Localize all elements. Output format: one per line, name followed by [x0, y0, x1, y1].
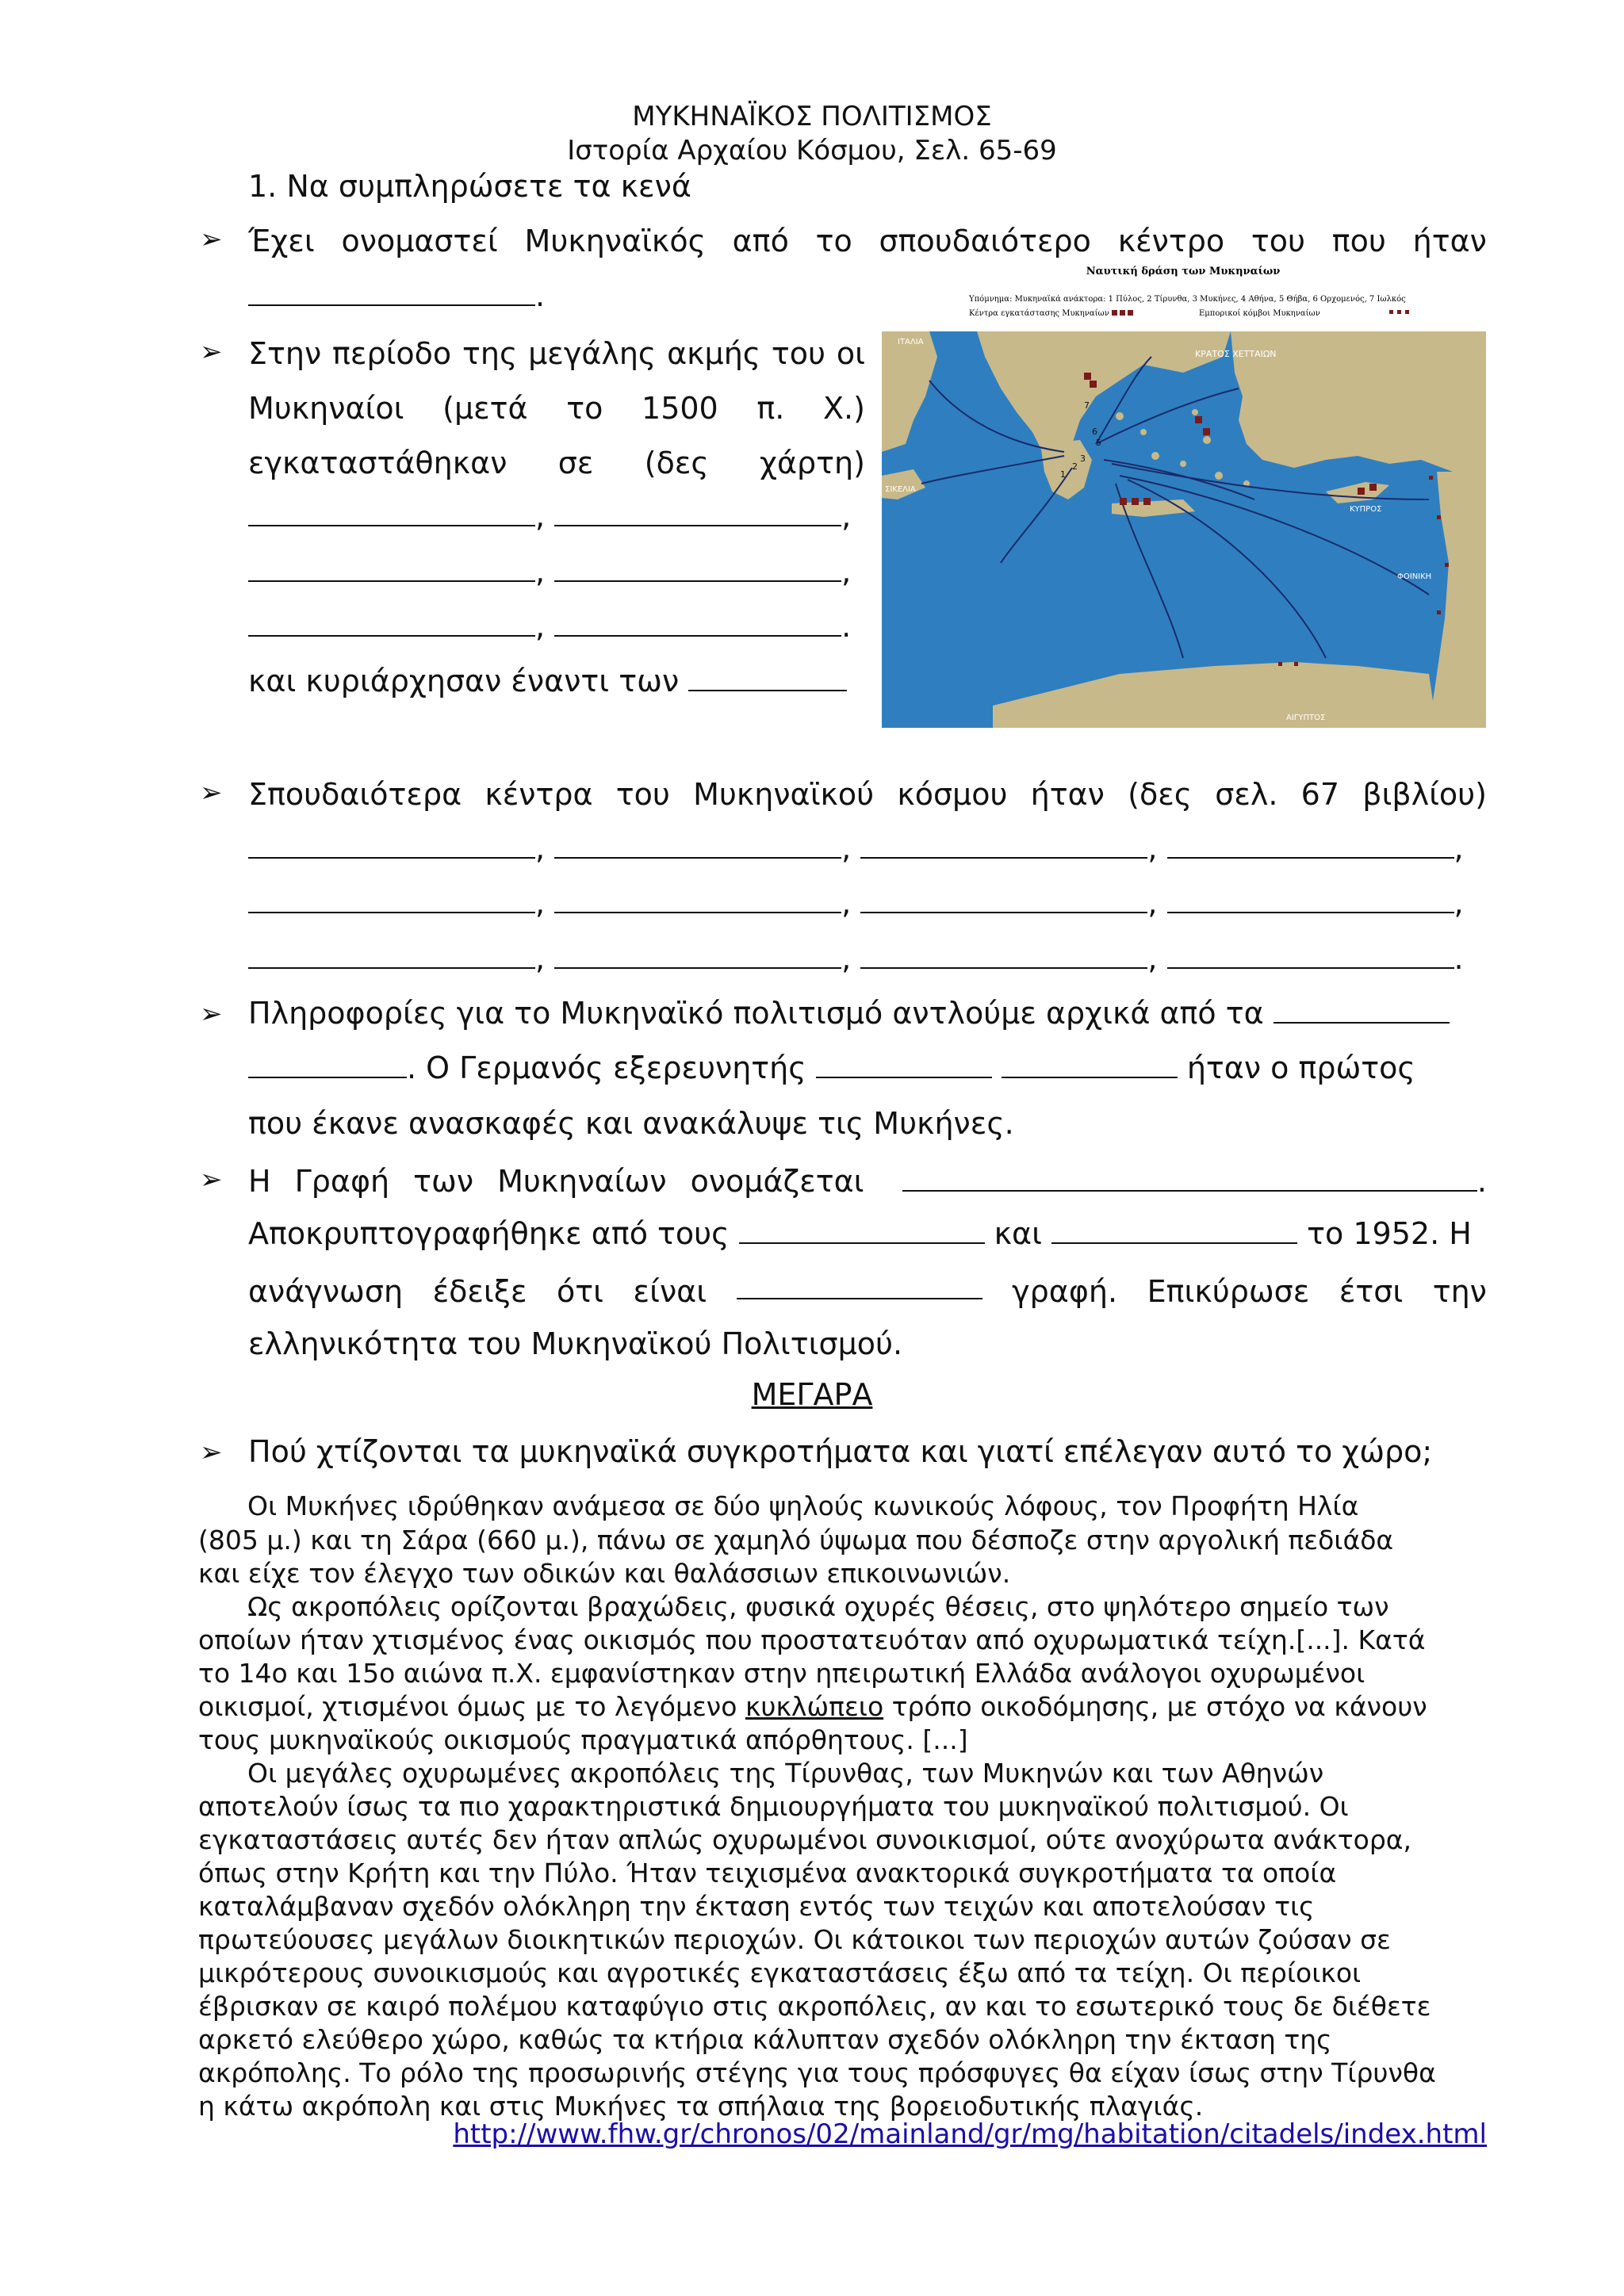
map-legend-line2-a: Κέντρα εγκατάστασης Μυκηναίων: [969, 309, 1109, 318]
item-b-last-blank[interactable]: [688, 666, 847, 691]
bullet-arrow-icon: ➢: [200, 777, 223, 809]
svg-text:5: 5: [1096, 438, 1101, 448]
map-legend-line1: Υπόμνημα: Μυκηναϊκά ανάκτορα: 1 Πύλος, 2 Τίρυνθα, 3 Μυκήνες, 4 Αθήνα, 5 Θήβα, 6 Ορχομενός, 7 Ιωλκός: [969, 295, 1406, 304]
source-link[interactable]: http://www.fhw.gr/chronos/02/mainland/gr/mg/habitation/citadels/index.html: [453, 2118, 1487, 2150]
reading-p2-l4: οικισμοί, χτισμένοι όμως με το λεγόμενο κυκλώπειο τρόπο οικοδόμησης, με στόχο να κάνουν: [198, 1691, 1427, 1722]
item-b-line2: Μυκηναίοι (μετά το 1500 π. Χ.): [248, 391, 865, 426]
item-d-line2: . Ο Γερμανός εξερευνητής ήταν ο πρώτος: [248, 1053, 1326, 1083]
map-label-hittite: ΚΡΑΤΟΣ ΧΕΤΤΑΙΩΝ: [1195, 349, 1277, 359]
question-text: Πού χτίζονται τα μυκηναϊκά συγκροτήματα και γιατί επέλεγαν αυτό το χώρο;: [248, 1434, 1433, 1469]
map-title: Ναυτική δράση των Μυκηναίων: [1086, 266, 1281, 277]
document-title: ΜΥΚΗΝΑΪΚΟΣ ΠΟΛΙΤΙΣΜΟΣ: [632, 101, 992, 132]
item-a-blank[interactable]: .: [248, 281, 545, 311]
svg-text:2: 2: [1072, 461, 1078, 472]
reading-p1-l1: Οι Μυκήνες ιδρύθηκαν ανάμεσα σε δύο ψηλούς κωνικούς λόφους, τον Προφήτη Ηλία: [247, 1490, 1359, 1521]
bullet-arrow-icon: ➢: [200, 336, 223, 368]
svg-text:6: 6: [1092, 427, 1097, 437]
cyclopean-link[interactable]: κυκλώπειο: [745, 1691, 884, 1722]
reading-p3-l10: ακρόπολης. Το ρόλο της προσωρινής στέγης για τους πρόσφυγες θα είχαν ίσως στην Τίρυνθα: [198, 2057, 1436, 2088]
item-e-line2: Αποκρυπτογραφήθηκε από τους και το 1952. Η: [248, 1216, 1472, 1251]
item-c-blanks-row3[interactable]: , , , .: [248, 943, 1464, 974]
reading-p3-l6: πρωτεύουσες μεγάλων διοικητικών περιοχών. Οι κάτοικοι των περιοχών αυτών ζούσαν σε: [198, 1924, 1391, 1955]
mycenaean-naval-map: [882, 262, 1486, 728]
bullet-arrow-icon: ➢: [200, 998, 223, 1030]
item-e-line4: ελληνικότητα του Μυκηναϊκού Πολιτισμού.: [248, 1326, 903, 1361]
task-heading: 1. Να συμπληρώσετε τα κενά: [248, 169, 691, 204]
bullet-arrow-icon: ➢: [200, 224, 223, 255]
reading-p3-l5: καταλάμβαναν σχεδόν ολόκληρη την έκταση εντός των τειχών και αποτελούσαν τις: [198, 1891, 1315, 1922]
reading-p3-l4: όπως στην Κρήτη και την Πύλο. Ήταν τειχισμένα ανακτορικά συγκροτήματα τα οποία: [198, 1858, 1337, 1888]
document-subtitle: Ιστορία Αρχαίου Κόσμου, Σελ. 65-69: [567, 135, 1057, 166]
map-label-phoenicia: ΦΟΙΝΙΚΗ: [1397, 572, 1432, 581]
item-a-line1: Έχει ονομαστεί Μυκηναϊκός από το σπουδαιότερο κέντρο του που ήταν: [248, 224, 1487, 258]
reading-p2-l1: Ως ακροπόλεις ορίζονται βραχώδεις, φυσικά οχυρές θέσεις, στο ψηλότερο σημείο των: [247, 1591, 1389, 1622]
item-b-blanks-row1[interactable]: , ,: [248, 501, 851, 531]
reading-p3-l11: η κάτω ακρόπολη και στις Μυκήνες τα σπήλαια της βορειοδυτικής πλαγιάς.: [198, 2091, 1204, 2122]
item-c-blanks-row2[interactable]: , , , ,: [248, 888, 1464, 918]
map-legend-line2-b: Εμπορικοί κόμβοι Μυκηναίων: [1199, 309, 1320, 318]
reading-p3-l3: εγκαταστάσεις αυτές δεν ήταν απλώς οχυρωμένοι συνοικισμοί, ούτε ανοχύρωτα ανάκτορα,: [198, 1824, 1412, 1855]
item-b-last-line: και κυριάρχησαν έναντι των: [248, 666, 847, 696]
reading-p3-l1: Οι μεγάλες οχυρωμένες ακροπόλεις της Τίρυνθας, των Μυκηνών και των Αθηνών: [247, 1758, 1324, 1789]
reading-p1-l3: και είχε τον έλεγχο των οδικών και θαλάσσιων επικοινωνιών.: [198, 1558, 1011, 1589]
reading-p2-l3: το 14ο και 15ο αιώνα π.Χ. εμφανίστηκαν στην ηπειρωτική Ελλάδα ανάλογοι οχυρωμένοι: [198, 1658, 1365, 1689]
item-d-line1: Πληροφορίες για το Μυκηναϊκό πολιτισμό αντλούμε αρχικά από τα: [248, 998, 1450, 1028]
item-b-line3: εγκαταστάθηκαν σε (δες χάρτη): [248, 446, 865, 480]
svg-text:3: 3: [1080, 453, 1086, 464]
map-label-egypt: ΑΙΓΥΠΤΟΣ: [1286, 714, 1326, 722]
item-e-line3: ανάγνωση έδειξε ότι είναι γραφή. Επικύρωσε έτσι την: [248, 1274, 1487, 1309]
bullet-arrow-icon: ➢: [200, 1164, 223, 1196]
item-c-line1: Σπουδαιότερα κέντρα του Μυκηναϊκού κόσμου ήταν (δες σελ. 67 βιβλίου): [248, 777, 1487, 812]
item-b-blanks-row2[interactable]: , ,: [248, 557, 851, 587]
item-e-line1: Η Γραφή των Μυκηναίων ονομάζεται .: [248, 1164, 1487, 1199]
section-heading: ΜΕΓΑΡΑ: [751, 1377, 873, 1412]
reading-p2-l2: οποίων ήταν χτισμένος ένας οικισμός που προστατευόταν από οχυρωματικά τείχη.[...]. Κατά: [198, 1624, 1426, 1655]
reading-p2-l5: τους μυκηναϊκούς οικισμούς πραγματικά απόρθητους. [...]: [198, 1724, 968, 1755]
item-d-line3: που έκανε ανασκαφές και ανακάλυψε τις Μυκήνες.: [248, 1106, 1014, 1141]
item-b-blanks-row3[interactable]: , .: [248, 611, 851, 641]
reading-p3-l2: αποτελούν ίσως τα πιο χαρακτηριστικά δημιουργήματα του μυκηναϊκού πολιτισμού. Οι: [198, 1791, 1349, 1822]
svg-text:1: 1: [1060, 469, 1066, 480]
bullet-arrow-icon: ➢: [200, 1437, 223, 1468]
item-b-line1: Στην περίοδο της μεγάλης ακμής του οι: [248, 336, 865, 371]
svg-text:7: 7: [1084, 400, 1090, 411]
reading-p3-l9: αρκετό ελεύθερο χώρο, καθώς τα κτήρια κάλυπταν σχεδόν ολόκληρη την έκταση της: [198, 2024, 1332, 2055]
reading-p3-l8: έβρισκαν σε καιρό πολέμου καταφύγιο στις ακροπόλεις, αν και το εσωτερικό τους δε διέθετε: [198, 1991, 1431, 2022]
map-label-sikelia: ΣΙΚΕΛΙΑ: [885, 485, 916, 494]
item-c-blanks-row1[interactable]: , , , ,: [248, 833, 1464, 863]
map-label-kypros: ΚΥΠΡΟΣ: [1350, 505, 1382, 514]
reading-p1-l2: (805 μ.) και τη Σάρα (660 μ.), πάνω σε χαμηλό ύψωμα που δέσποζε στην αργολική πεδιάδα: [198, 1525, 1394, 1556]
map-label-italia: ΙΤΑΛΙΑ: [898, 338, 924, 346]
reading-p3-l7: μικρότερους συνοικισμούς και αγροτικές εγκαταστάσεις έξω από τα τείχη. Οι περίοικοι: [198, 1957, 1362, 1988]
